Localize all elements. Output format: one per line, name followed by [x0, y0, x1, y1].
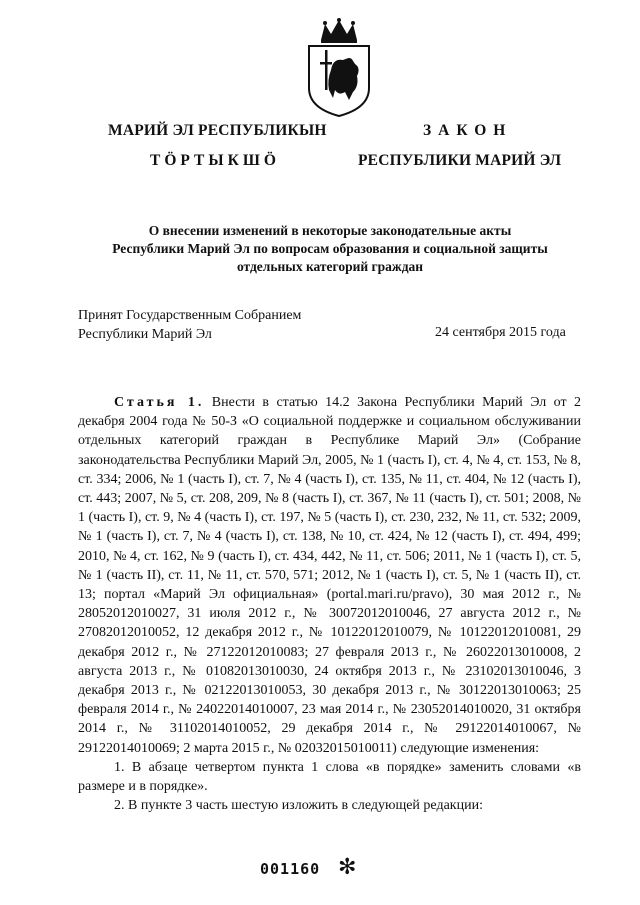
law-title-line2: Республики Марий Эл по вопросам образования и социальной защиты	[112, 241, 548, 256]
adoption-line1: Принят Государственным Собранием	[78, 308, 302, 323]
law-title-line1: О внесении изменений в некоторые законодательные акты	[148, 223, 512, 238]
article-item-2: 2. В пункте 3 часть шестую изложить в следующей редакции:	[114, 798, 483, 814]
law-title	[70, 222, 590, 276]
header-right-line1: ЗАКОН	[423, 122, 513, 139]
article-item-1: 1. В абзаце четвертом пункта 1 слова «в порядке» заменить словами «в размере и в порядке».	[78, 759, 581, 795]
coat-of-arms-emblem	[303, 18, 375, 118]
header-left-line1: МАРИЙ ЭЛ РЕСПУБЛИКЫН	[108, 122, 327, 139]
article-intro-paragraph	[78, 393, 581, 758]
law-title-line3: отдельных категорий граждан	[236, 259, 424, 274]
document-serial-number: 001160	[260, 860, 321, 878]
header-left-line2: ТӦРТЫКШӦ	[150, 152, 280, 169]
header-right-line2: РЕСПУБЛИКИ МАРИЙ ЭЛ	[358, 152, 562, 169]
footer-asterisk-mark: ✻	[338, 855, 357, 880]
adoption-line2: Республики Марий Эл	[78, 327, 212, 342]
article-heading: Статья 1.	[114, 395, 205, 410]
article-intro-text: Внести в статью 14.2 Закона Республики Марий Эл от 2 декабря 2004 года № 50-З «О социальной поддержке и социальном обслуживании отдельных категорий граждан в Республике Марий Эл» (Собрание законодательства Республики Марий Эл, 2005, № 1 (часть I), ст. 4, № 4, ст. 153, № 8, ст. 334; 2006, № 1 (часть I), ст. 7, № 4 (часть I), ст. 135, № 11, ст. 404, № 12 (часть I), ст. 443; 2007, № 5, ст. 208, 209, № 8 (часть I), ст. 367, № 11 (часть I), ст. 501; 2008, № 1 (часть I), ст. 9, № 4 (часть I), ст. 197, № 5 (часть I), ст. 230, 232, № 11, ст. 532; 2009, № 1 (часть I), ст. 7, № 4 (часть I), ст. 138, № 10, ст. 424, № 12 (часть I), ст. 494, 499; 2010, № 4, ст. 162, № 9 (часть I), ст. 434, 442, № 11, ст. 506; 2011, № 1 (часть I), ст. 5, № 1 (часть II), ст. 11, № 11, ст. 570, 571; 2012, № 1 (часть I), ст. 5, № 1 (часть II), ст. 13; портал «Марий Эл официальная» (portal.mari.ru/pravo), 30 мая 2012 г., № 28052012010027, 31 июля 2012 г., № 30072012010046, 27 августа 2012 г., № 27082012010052, 12 декабря 2012 г., № 10122012010079, № 10122012010081, 29 декабря 2012 г., № 27122012010083; 27 февраля 2013 г., № 26022013010008, 2 августа 2013 г., № 01082013010030, 24 октября 2013 г., № 23102013010046, 3 декабря 2013 г., № 02122013010053, 30 декабря 2013 г., № 30122013010063; 25 февраля 2014 г., № 24022014010007, 23 мая 2014 г., № 23052014010020, 31 октября 2014 г., № 31102014010052, 29 декабря 2014 г., № 29122014010067, № 29122014010069; 2 марта 2015 г., № 02032015010011) следующие изменения:	[78, 395, 582, 756]
adoption-statement	[78, 306, 301, 344]
article-body	[78, 393, 581, 815]
adoption-date: 24 сентября 2015 года	[435, 325, 566, 340]
